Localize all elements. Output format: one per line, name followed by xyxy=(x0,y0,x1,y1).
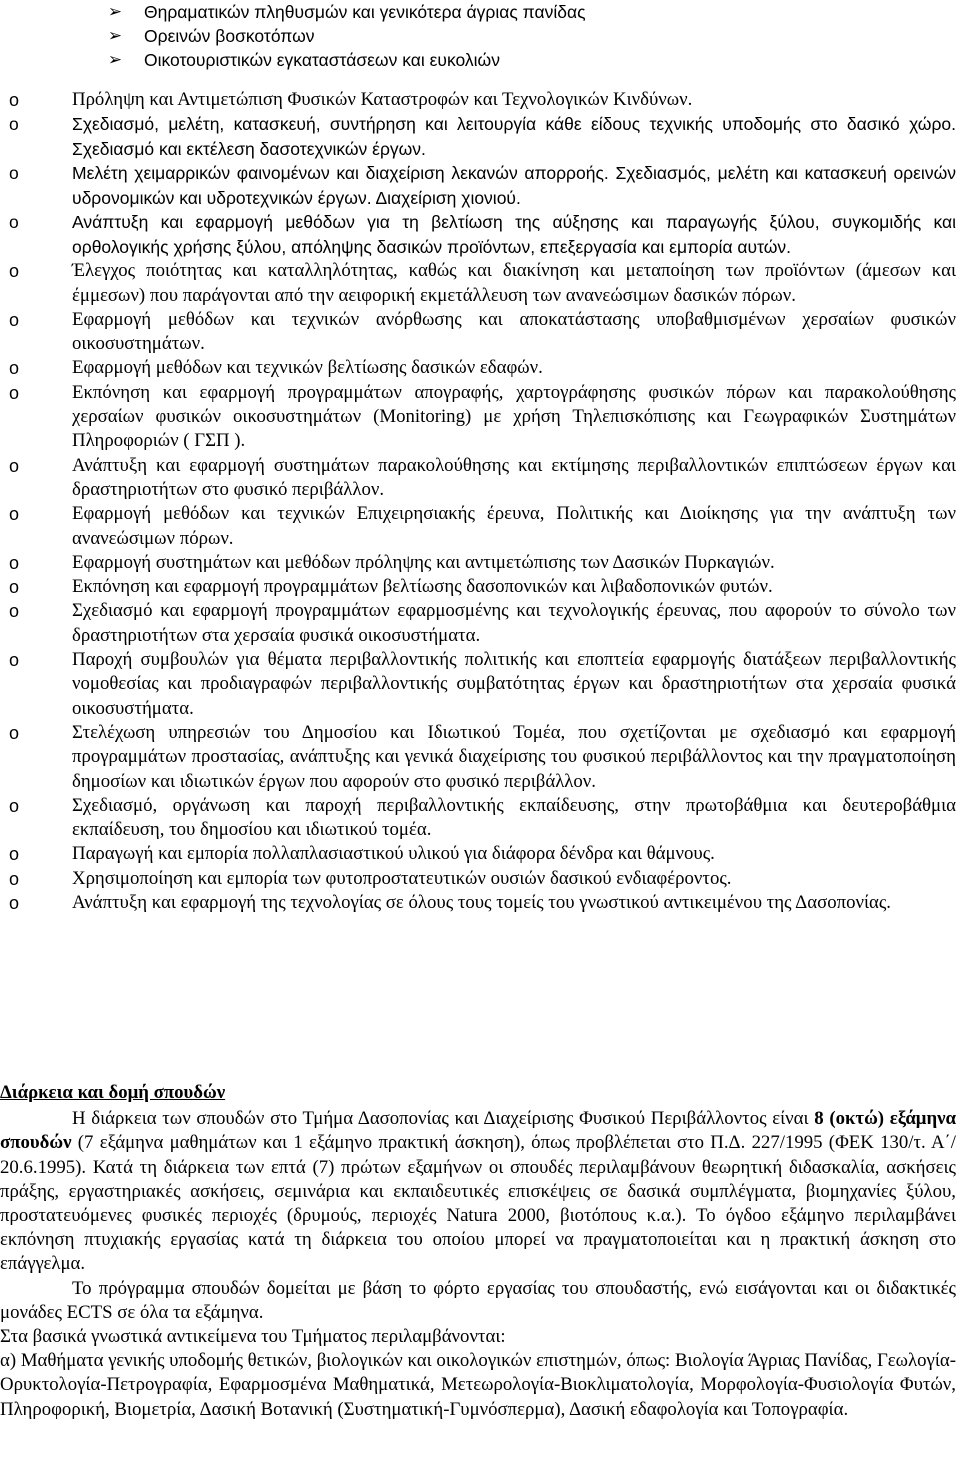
arrow-item-text: Ορεινών βοσκοτόπων xyxy=(144,26,315,46)
arrow-item-text: Θηραματικών πληθυσμών και γενικότερα άγριας πανίδας xyxy=(144,2,586,22)
list-item xyxy=(0,599,960,648)
circle-bullet-icon: o xyxy=(9,795,20,816)
circle-bullet-icon: o xyxy=(9,455,20,476)
circle-bullet-icon: o xyxy=(9,382,20,403)
list-item-text: Σχεδιασμό και εφαρμογή προγραμμάτων εφαρμοσμένης και τεχνολογικής έρευνας, που αφορούν το σύνολο των δραστηριοτήτων στα χερσαία φυσικά οικοσυστήματα. xyxy=(72,600,956,646)
circle-bullet-icon: o xyxy=(9,868,20,889)
circle-bullet-icon: o xyxy=(9,163,19,184)
list-item-text: Εφαρμογή συστημάτων και μεθόδων πρόληψης και αντιμετώπισης των Δασικών Πυρκαγιών. xyxy=(72,551,775,573)
list-item-text: Ανάπτυξη και εφαρμογή συστημάτων παρακολούθησης και εκτίμησης περιβαλλοντικών επιπτώσεων έργων και δραστηριοτήτων στο φυσικό περιβάλλον. xyxy=(72,454,956,500)
arrow-bullet-icon: ➢ xyxy=(107,50,123,70)
list-item xyxy=(0,842,960,866)
circle-bullet-icon: o xyxy=(9,261,20,282)
circle-bullet-icon: o xyxy=(9,309,20,330)
list-item-text: Ανάπτυξη και εφαρμογή της τεχνολογίας σε όλους τους τομείς του γνωστικού αντικειμένου της Δασοπονίας. xyxy=(72,892,891,914)
arrow-list-item xyxy=(104,0,944,24)
list-item xyxy=(0,551,960,575)
curriculum-paragraph: Το πρόγραμμα σπουδών δομείται με βάση το φόρτο εργασίας του σπουδαστής, ενώ εισάγονται και οι διδακτικές μονάδες ECTS σε όλα τα εξάμηνα. xyxy=(0,1277,956,1323)
circle-bullet-icon: o xyxy=(9,358,20,379)
list-item xyxy=(0,308,960,357)
duration-text-pre: Η διάρκεια των σπουδών στο Τμήμα Δασοπονίας και Διαχείρισης Φυσικού Περιβάλλοντος είναι xyxy=(72,1108,815,1130)
list-item xyxy=(0,88,960,112)
circle-bullet-icon: o xyxy=(9,114,19,135)
list-item-text: Μελέτη χειμαρρικών φαινομένων και διαχείριση λεκανών απορροής. Σχεδιασμός, μελέτη και κατασκευή ορεινών υδρονομικών και υδροτεχνικών έργων. Διαχείριση χιονιού. xyxy=(72,163,956,208)
subjects-list-paragraph: α) Μαθήματα γενικής υποδομής θετικών, βιολογικών και οικολογικών επιστημών, όπως: Βιολογία Άγριας Πανίδας, Γεωλογία-Ορυκτολογία-Πετρογραφία, Εφαρμοσμένα Μαθηματικά, Μετεωρολογία-Βιοκλιματολογία, Μορφολογία-Φυσιολογία Φυτών, Πληροφορική, Βιομετρία, Δασική Βοτανική (Συστηματική-Γυμνόσπερμα), Δασική εδαφολογία και Τοπογραφία. xyxy=(0,1350,956,1420)
circle-bullet-icon: o xyxy=(9,552,20,573)
list-item xyxy=(0,867,960,891)
list-item-text: Παραγωγή και εμπορία πολλαπλασιαστικού υλικού για διάφορα δένδρα και θάμνους. xyxy=(72,843,715,865)
arrow-item-text: Οικοτουριστικών εγκαταστάσεων και ευκολιών xyxy=(144,50,500,70)
list-item xyxy=(0,648,960,721)
list-item xyxy=(0,891,960,915)
circle-bullet-icon: o xyxy=(9,90,20,110)
list-item-text: Εκπόνηση και εφαρμογή προγραμμάτων βελτίωσης δασοπονικών και λιβαδοπονικών φυτών. xyxy=(72,576,773,598)
circle-bullet-icon: o xyxy=(9,722,20,743)
circle-bullet-icon: o xyxy=(9,650,20,671)
list-item xyxy=(0,356,960,380)
circle-bullet-icon: o xyxy=(9,844,20,865)
list-item-text: Ανάπτυξη και εφαρμογή μεθόδων για τη βελτίωση της αύξησης και παραγωγής ξύλου, συγκομιδής και ορθολογικής χρήσης ξύλου, απόληψης δασικών προϊόντων, επεξεργασία και εμπορία αυτών. xyxy=(72,212,956,257)
circle-bullet-icon: o xyxy=(9,577,20,598)
list-item-text: Εφαρμογή μεθόδων και τεχνικών βελτίωσης δασικών εδαφών. xyxy=(72,357,543,379)
list-item xyxy=(0,112,960,161)
arrow-list-item xyxy=(104,24,944,48)
arrow-bullet-icon: ➢ xyxy=(107,2,123,22)
list-item xyxy=(0,259,960,308)
list-item xyxy=(0,210,960,259)
list-item-text: Στελέχωση υπηρεσιών του Δημοσίου και Ιδιωτικού Τομέα, που σχετίζονται με σχεδιασμό και εφαρμογή προγραμμάτων προστασίας, ανάπτυξης και γενικά διαχείρισης του φυσικού περιβάλλοντος και την πραγματοποίηση δημοσίων και ιδιωτικών έργων που αφορούν στο φυσικό περιβάλλον. xyxy=(72,721,956,792)
list-item-text: Χρησιμοποίηση και εμπορία των φυτοπροστατευτικών ουσιών δασικού ενδιαφέροντος. xyxy=(72,867,732,889)
circle-bullet-icon: o xyxy=(9,601,20,622)
competence-bullet-list xyxy=(0,88,960,915)
list-item-text: Εφαρμογή μεθόδων και τεχνικών ανόρθωσης και αποκατάστασης υποβαθμισμένων χερσαίων φυσικών οικοσυστημάτων. xyxy=(72,308,956,355)
list-item xyxy=(0,794,960,843)
list-item xyxy=(0,502,960,551)
study-duration-section xyxy=(0,1081,956,1422)
section-heading: Διάρκεια και δομή σπουδών xyxy=(0,1082,226,1103)
list-item xyxy=(0,575,960,599)
duration-text-post: (7 εξάμηνα μαθημάτων και 1 εξάμηνο πρακτική άσκηση), όπως προβλέπεται στο Π.Δ. 227/1995 (ΦΕΚ 130/τ. Α΄/ 20.6.1995). Κατά τη διάρκεια των επτά (7) πρώτων εξαμήνων οι σπουδές περιλαμβάνουν θεωρητική διδασκαλία, ασκήσεις πράξης, εργαστηριακές ασκήσεις, σεμινάρια και εκπαιδευτικές επισκέψεις σε δασικά συμπλέγματα, βιομηχανίες ξύλου, προστατευόμενες φυσικές περιοχές (δρυμούς, περιοχές Natura 2000, βιοτόπους κ.α.). Το όγδοο εξάμηνο περιλαμβάνει εκπόνηση πτυχιακής εργασίας κατά τη διάρκεια του οποίου μπορεί να πραγματοποιείται και η πρακτική άσκηση στο επάγγελμα. xyxy=(0,1132,956,1275)
list-item-text: Σχεδιασμό, μελέτη, κατασκευή, συντήρηση και λειτουργία κάθε είδους τεχνικής υποδομής στο δασικό χώρο. Σχεδιασμό και εκτέλεση δασοτεχνικών έργων. xyxy=(72,114,956,159)
subjects-intro-paragraph: Στα βασικά γνωστικά αντικείμενα του Τμήματος περιλαμβάνονται: xyxy=(0,1326,506,1348)
circle-bullet-icon: o xyxy=(9,212,19,233)
list-item-text: Εκπόνηση και εφαρμογή προγραμμάτων απογραφής, χαρτογράφησης φυσικών πόρων και παρακολούθησης χερσαίων φυσικών οικοσυστημάτων (Monitoring) με χρήση Τηλεπισκόπισης και Γεωγραφικών Συστημάτων Πληροφοριών ( ΓΣΠ ). xyxy=(72,381,956,452)
circle-bullet-icon: o xyxy=(9,893,20,914)
list-item xyxy=(0,454,960,503)
list-item xyxy=(0,161,960,210)
arrow-list-item xyxy=(104,48,944,72)
arrow-bullet-icon: ➢ xyxy=(107,26,123,46)
list-item-text: Πρόληψη και Αντιμετώπιση Φυσικών Καταστροφών και Τεχνολογικών Κινδύνων. xyxy=(72,89,693,110)
duration-semesters-bold: 8 (οκτώ) εξάμηνα σπουδών xyxy=(0,1108,956,1154)
list-item xyxy=(0,721,960,794)
duration-paragraph xyxy=(0,1107,956,1276)
arrow-bullet-list xyxy=(104,0,944,72)
list-item-text: Έλεγχος ποιότητας και καταλληλότητας, καθώς και διακίνηση και μεταποίηση των προϊόντων (άμεσων και έμμεσων) που παράγονται από την αειφορική εκμετάλλευση των ανανεώσιμων δασικών πόρων. xyxy=(72,260,956,306)
list-item-text: Σχεδιασμό, οργάνωση και παροχή περιβαλλοντικής εκπαίδευσης, στην πρωτοβάθμια και δευτεροβάθμια εκπαίδευση, του δημοσίου και ιδιωτικού τομέα. xyxy=(72,794,956,841)
list-item-text: Εφαρμογή μεθόδων και τεχνικών Επιχειρησιακής έρευνα, Πολιτικής και Διοίκησης για την ανάπτυξη των ανανεώσιμων πόρων. xyxy=(72,503,956,549)
circle-bullet-icon: o xyxy=(9,504,20,525)
list-item-text: Παροχή συμβουλών για θέματα περιβαλλοντικής πολιτικής και εποπτεία εφαρμογής διατάξεων περιβαλλοντικής νομοθεσίας και προδιαγραφών περιβαλλοντικής συμβατότητας έργων και δραστηριοτήτων στα χερσαία φυσικά οικοσυστήματα. xyxy=(72,649,956,719)
list-item xyxy=(0,381,960,454)
